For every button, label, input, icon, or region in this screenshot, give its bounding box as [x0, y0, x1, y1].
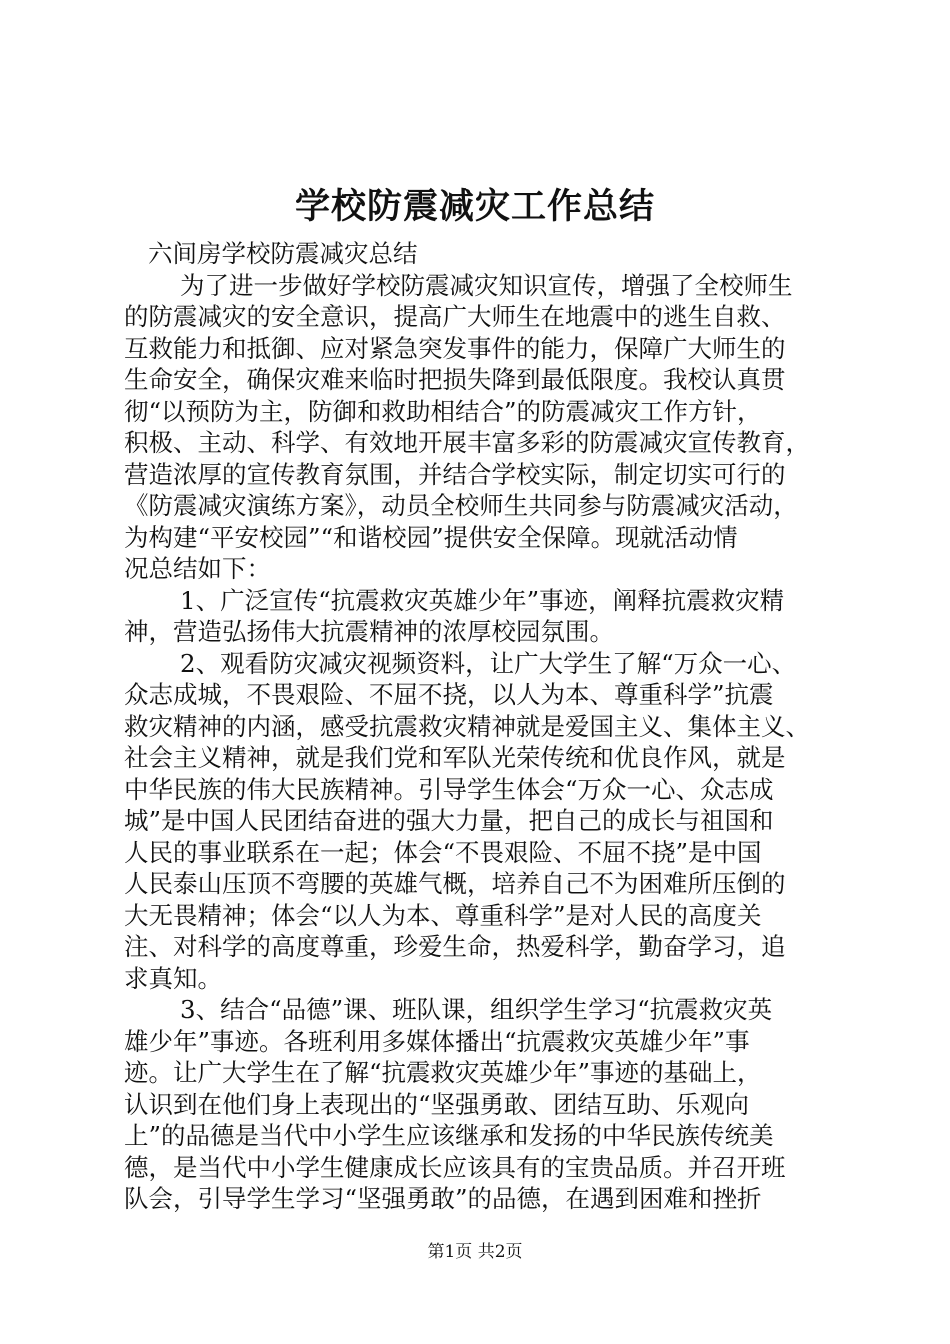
paragraph-line: 迹。让广大学生在了解“抗震救灾英雄少年”事迹的基础上，	[124, 1058, 762, 1087]
paragraph-line: 注、对科学的高度尊重，珍爱生命，热爱科学，勤奋学习，追	[124, 932, 786, 961]
paragraph-line: 认识到在他们身上表现出的“坚强勇敢、团结互助、乐观向	[124, 1089, 750, 1119]
paragraph-line: 众志成城，不畏艰险、不屈不挠，以人为本、尊重科学”抗震	[124, 680, 774, 709]
document-body	[124, 238, 844, 1215]
document-subtitle: 六间房学校防震减灾总结	[148, 239, 418, 268]
paragraph-line: 德，是当代中小学生健康成长应该具有的宝贵品质。并召开班	[124, 1152, 786, 1182]
paragraph-line: 中华民族的伟大民族精神。引导学生体会“万众一心、众志成	[124, 774, 774, 804]
paragraph-line: 上”的品德是当代中小学生应该继承和发扬的中华民族传统美	[124, 1121, 774, 1150]
paragraph-line: 互救能力和抵御、应对紧急突发事件的能力，保障广大师生的	[124, 333, 786, 363]
paragraph-line: 《防震减灾演练方案》，动员全校师生共同参与防震减灾活动，	[124, 491, 798, 520]
paragraph-line: 人民泰山压顶不弯腰的英雄气概，培养自己不为困难所压倒的	[124, 869, 786, 898]
paragraph-line: 求真知。	[124, 963, 222, 993]
document-title: 学校防震减灾工作总结	[294, 186, 655, 227]
paragraph-line: 积极、主动、科学、有效地开展丰富多彩的防震减灾宣传教育，	[124, 428, 810, 457]
paragraph-line: 社会主义精神，就是我们党和军队光荣传统和优良作风，就是	[124, 743, 786, 772]
paragraph-line: 2、观看防灾减灾视频资料，让广大学生了解“万众一心、	[180, 648, 797, 678]
page-footer: 第1页 共2页	[427, 1242, 523, 1262]
paragraph-line: 人民的事业联系在一起；体会“不畏艰险、不屈不挠”是中国	[124, 837, 762, 867]
paragraph-line: 彻“以预防为主，防御和救助相结合”的防震减灾工作方针，	[124, 396, 762, 426]
paragraph-line: 大无畏精神；体会“以人为本、尊重科学”是对人民的高度关	[124, 900, 762, 930]
paragraph-line: 神，营造弘扬伟大抗震精神的浓厚校园氛围。	[124, 617, 614, 646]
paragraph-line: 城”是中国人民团结奋进的强大力量，把自己的成长与祖国和	[124, 806, 774, 835]
paragraph-line: 况总结如下：	[124, 554, 271, 583]
paragraph-line: 3、结合“品德”课、班队课，组织学生学习“抗震救灾英	[180, 995, 773, 1024]
paragraph-line: 1、广泛宣传“抗震救灾英雄少年”事迹，阐释抗震救灾精	[180, 585, 785, 615]
paragraph-line: 的防震减灾的安全意识，提高广大师生在地震中的逃生自救、	[124, 302, 786, 331]
paragraph-line: 救灾精神的内涵，感受抗震救灾精神就是爱国主义、集体主义、	[124, 711, 810, 741]
paragraph-line: 雄少年”事迹。各班利用多媒体播出“抗震救灾英雄少年”事	[124, 1026, 750, 1056]
paragraph-line: 营造浓厚的宣传教育氛围，并结合学校实际，制定切实可行的	[124, 459, 786, 489]
paragraph-line: 为了进一步做好学校防震减灾知识宣传，增强了全校师生	[180, 270, 793, 300]
paragraph-line: 生命安全，确保灾难来临时把损失降到最低限度。我校认真贯	[124, 365, 786, 394]
paragraph-line: 队会，引导学生学习“坚强勇敢”的品德，在遇到困难和挫折	[124, 1184, 762, 1213]
paragraph-line: 为构建“平安校园”“和谐校园”提供安全保障。现就活动情	[124, 522, 738, 552]
